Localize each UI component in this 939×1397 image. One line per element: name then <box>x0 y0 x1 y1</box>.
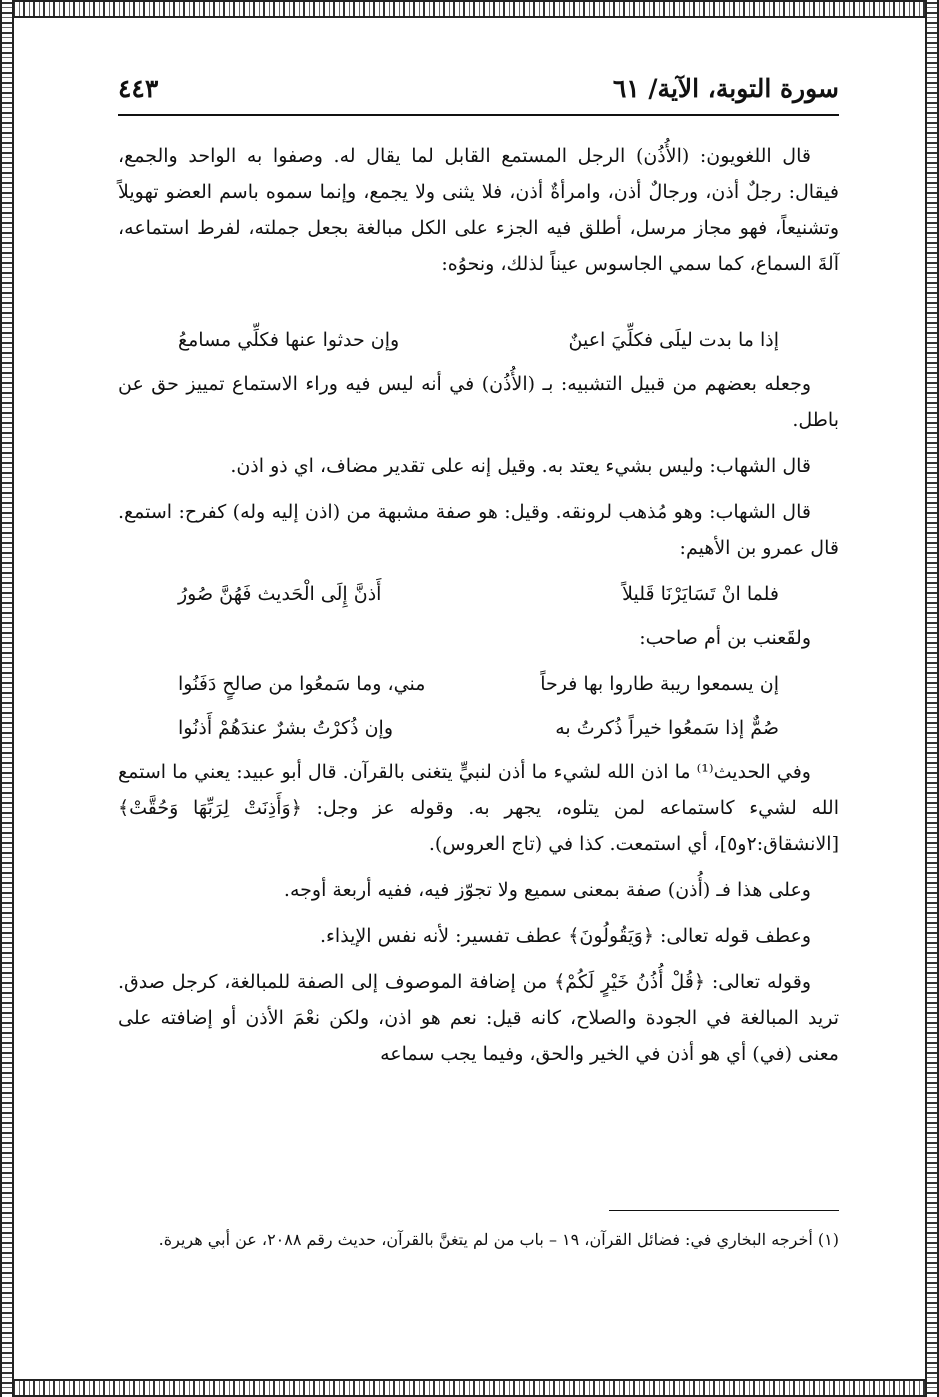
verse-hemistich-right: صُمٌّ إذا سَمعُوا خيراً ذُكرتُ به <box>555 717 779 739</box>
verse-hemistich-left: مني، وما سَمعُوا من صالحٍ دَفَنُوا <box>178 673 426 695</box>
paragraph-udhun-khayr: وقوله تعالى: ﴿قُلْ أُذُنُ خَيْرٍ لَكُمْ﴾ من إضافة الموصوف إلى الصفة للمبالغة، كرجل صدق. تريد المبالغة في الجودة والصلاح، كانه قيل: نعم هو اذن، ولكن نعْمَ الأذن أو إضافته على معنى (في) أي هو أذن في الخير والحق، وفيما يجب سماعه <box>118 971 839 1065</box>
verse-line-1 <box>118 322 839 358</box>
page-number: ٤٤٣ <box>118 74 159 103</box>
verse-line-4 <box>118 710 839 746</box>
spacer <box>118 292 839 322</box>
paragraph-linguists: قال اللغويون: (الأُذُن) الرجل المستمع القابل لما يقال له. وصفوا به الواحد والجمع، فيقال: رجلٌ أذن، ورجالٌ أذن، وامرأةٌ أذن، فلا يثنى ولا يجمع، وإنما سموه باسم العضو تهويلاً وتشنيعاً، فهو مجاز مرسل، أطلق فيه الجزء على الكل مبالغة بجعل جملته، لفرط استماعه، آلةَ السماع، كما سمي الجاسوس عيناً لذلك، ونحوُه: <box>118 145 839 275</box>
paragraph-atf: وعطف قوله تعالى: ﴿وَيَقُولُونَ﴾ عطف تفسير: لأنه نفس الإيذاء. <box>319 925 811 947</box>
header-rule <box>118 114 839 116</box>
paragraph-hadith: وفي الحديث⁽¹⁾ ما اذن الله لشيء ما أذن لنبيٍّ يتغنى بالقرآن. قال أبو عبيد: يعني ما استمع الله لشيء كاستماعه لمن يتلوه، يجهر به. وقوله عز وجل: ﴿وَأَذِنَتْ لِرَبِّهَا وَحُقَّتْ﴾ [الانشقاق:٢و٥]، أي استمعت. كذا في (تاج العروس). <box>118 761 839 855</box>
verse-hemistich-right: فلما انْ تَسَايَرْنَا قَليلاً <box>622 583 779 605</box>
verse-hemistich-right: إن يسمعوا ريبة طاروا بها فرحاً <box>540 673 779 695</box>
verse-hemistich-left: وإن ذُكرْتُ بشرٌ عندَهُمْ أَذنُوا <box>178 717 393 739</box>
page-title: سورة التوبة، الآية/ ٦١ <box>612 74 839 103</box>
page-body <box>118 138 839 1082</box>
verse-line-3 <box>118 666 839 702</box>
decorative-border-top <box>0 0 939 18</box>
footnote: (١) أخرجه البخاري في: فضائل القرآن، ١٩ – باب من لم يتغنَّ بالقرآن، حديث رقم ٢٠٨٨، عن أبي هريرة. <box>158 1230 839 1249</box>
paragraph-qanab: ولقَعنب بن أم صاحب: <box>639 627 811 649</box>
paragraph-shihab-1: قال الشهاب: وليس بشيء يعتد به. وقيل إنه على تقدير مضاف، اي ذو اذن. <box>230 455 811 477</box>
verse-hemistich-left: أَذنَّ إِلَى الْحَديث فَهُنَّ صُورُ <box>178 583 382 605</box>
decorative-border-right <box>925 0 939 1397</box>
decorative-border-left <box>0 0 14 1397</box>
footnote-rule <box>609 1210 839 1211</box>
paragraph-four-aspects: وعلى هذا فـ (أُذن) صفة بمعنى سميع ولا تجوّز فيه، ففيه أربعة أوجه. <box>283 879 811 901</box>
paragraph-tashbih: وجعله بعضهم من قبيل التشبيه: بـ (الأُذُن) في أنه ليس فيه وراء الاستماع تمييز حق عن باطل. <box>118 373 839 431</box>
verse-hemistich-left: وإن حدثوا عنها فكلِّي مسامعُ <box>178 329 400 351</box>
paragraph-shihab-2: قال الشهاب: وهو مُذهب لرونقه. وقيل: هو صفة مشبهة من (اذن إليه وله) كفرح: استمع. قال عمرو بن الأهيم: <box>118 501 839 559</box>
page-header <box>118 74 839 118</box>
verse-hemistich-right: إذا ما بدت ليلَى فكلِّيَ اعينٌ <box>568 329 779 351</box>
verse-line-2 <box>118 576 839 612</box>
decorative-border-bottom <box>0 1379 939 1397</box>
